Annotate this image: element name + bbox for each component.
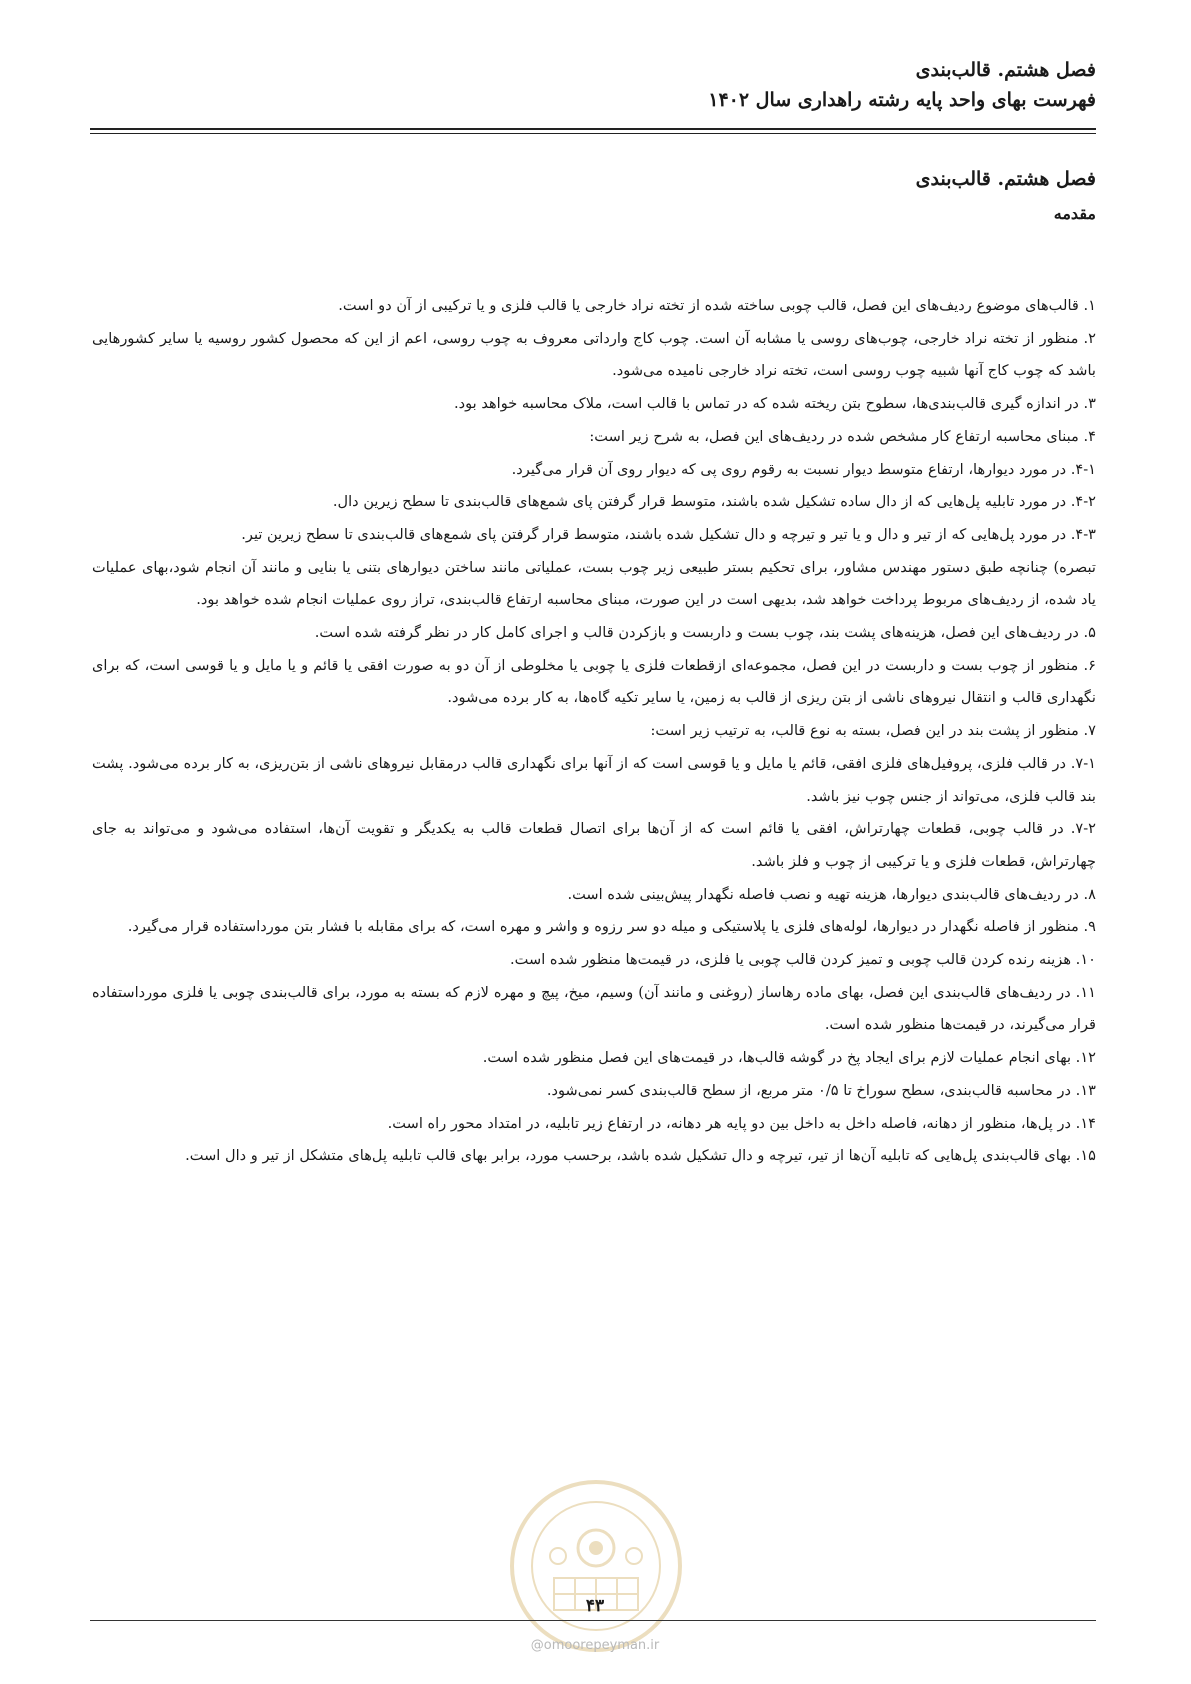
paragraph: ۷-۱. در قالب فلزی، پروفیل‌های فلزی افقی، قائم یا مایل و یا قوسی است که از آنها برای نگهداری قالب درمقابل نیروهای ناشی از بتن‌ریزی، به کار برده می‌شود. پشت بند قالب فلزی، می‌تواند از جنس چوب نیز باشد.	[92, 754, 1096, 805]
paragraph: ۲. منظور از تخته نراد خارجی، چوب‌های روسی یا مشابه آن است. چوب کاج وارداتی معروف به چوب روسی، اعم از این که محصول کشور روسیه یا سایر کشورهایی باشد که چوب کاج آنها شبیه چوب روسی است، تخته نراد خارجی نامیده می‌شود.	[92, 329, 1096, 380]
header-list-line: فهرست بهای واحد پایه رشته راهداری سال ۱۴۰۲	[708, 89, 1096, 111]
paragraph: ۷-۲. در قالب چوبی، قطعات چهارتراش، افقی یا قائم است که از آن‌ها برای اتصال قطعات قالب به یکدیگر و تقویت آن‌ها، استفاده می‌شود و می‌تواند به جای چهارتراش، قطعات فلزی و یا ترکیبی از چوب و فلز باشد.	[92, 820, 1096, 870]
header-rule-thick	[90, 128, 1096, 130]
paragraph: ۴. مبنای محاسبه ارتفاع کار مشخص شده در ردیف‌های این فصل، به شرح زیر است:	[589, 427, 1096, 445]
paragraph: ۱۱. در ردیف‌های قالب‌بندی این فصل، بهای ماده رهاساز (روغنی و مانند آن) وسیم، میخ، پیچ و مهره لازم که بسته به مورد، برای قالب‌بندی چوبی یا فلزی مورداستفاده قرار می‌گیرند، در قیمت‌ها منظور شده است.	[92, 983, 1096, 1034]
paragraph: ۴-۱. در مورد دیوارها، ارتفاع متوسط دیوار نسبت به رقوم روی پی که دیوار روی آن قرار می‌گیرد.	[511, 460, 1096, 478]
paragraph: ۵. در ردیف‌های این فصل، هزینه‌های پشت بند، چوب بست و داربست و بازکردن قالب و اجرای کامل کار در نظر گرفته شده است.	[314, 624, 1096, 642]
chapter-title: فصل هشتم. قالب‌بندی	[915, 168, 1096, 190]
paragraph: ۷. منظور از پشت بند در این فصل، بسته به نوع قالب، به ترتیب زیر است:	[650, 722, 1096, 740]
paragraph: ۱۵. بهای قالب‌بندی پل‌هایی که تابلیه آن‌ها از تیر، تیرچه و دال تشکیل شده باشد، برحسب مورد، برابر بهای قالب تابلیه پل‌های متشکل از تیر و دال است.	[185, 1147, 1096, 1165]
watermark-seal-icon	[508, 1478, 684, 1654]
header-rule-thin	[90, 133, 1096, 134]
paragraph: ۹. منظور از فاصله نگهدار در دیوارها، لوله‌های فلزی یا پلاستیکی و میله دو سر رزوه و واشر و مهره است، که برای مقابله با فشار بتن مورداستفاده قرار می‌گیرد.	[127, 918, 1096, 936]
paragraph: ۴-۳. در مورد پل‌هایی که از تیر و دال و یا تیر و تیرچه و دال تشکیل شده باشند، متوسط قرار گرفتن پای شمع‌های قالب‌بندی تا سطح زیرین تیر.	[241, 525, 1096, 543]
watermark-url: @omoorepeyman.ir	[530, 1638, 660, 1653]
paragraph: ۳. در اندازه گیری قالب‌بندی‌ها، سطوح بتن ریخته شده که در تماس با قالب است، ملاک محاسبه خواهد بود.	[453, 395, 1096, 413]
paragraph: تبصره) چنانچه طبق دستور مهندس مشاور، برای تحکیم بستر طبیعی زیر چوب بست، عملیاتی مانند ساختن دیوارهای بتنی یا بنایی و مانند آن انجام شود،بهای عملیات یاد شده، از ردیف‌های مربوط پرداخت خواهد شد، بدیهی است در این صورت، مبنای محاسبه ارتفاع قالب‌بندی، تراز روی عملیات انجام شده خواهد بود.	[92, 558, 1096, 609]
paragraph: ۱۰. هزینه رنده کردن قالب چوبی و تمیز کردن قالب چوبی یا فلزی، در قیمت‌ها منظور شده است.	[510, 951, 1096, 969]
section-title: مقدمه	[1053, 204, 1096, 223]
footer-rule	[90, 1620, 1096, 1621]
body-text	[92, 290, 1096, 1173]
paragraph: ۸. در ردیف‌های قالب‌بندی دیوارها، هزینه تهیه و نصب فاصله نگهدار پیش‌بینی شده است.	[567, 885, 1096, 903]
paragraph: ۱. قالب‌های موضوع ردیف‌های این فصل، قالب چوبی ساخته شده از تخته نراد خارجی یا قالب فلزی و یا ترکیبی از آن دو است.	[338, 297, 1096, 314]
running-header	[90, 55, 1096, 115]
paragraph: ۱۲. بهای انجام عملیات لازم برای ایجاد پخ در گوشه قالب‌ها، در قیمت‌های این فصل منظور شده است.	[482, 1049, 1096, 1067]
paragraph: ۴-۲. در مورد تابلیه پل‌هایی که از دال ساده تشکیل شده باشند، متوسط قرار گرفتن پای شمع‌های قالب‌بندی تا سطح زیرین دال.	[332, 493, 1096, 511]
paragraph: ۱۳. در محاسبه قالب‌بندی، سطح سوراخ تا ۰/۵ متر مربع، از سطح قالب‌بندی کسر نمی‌شود.	[546, 1081, 1096, 1099]
page-number: ۴۳	[585, 1596, 605, 1616]
paragraph: ۶. منظور از چوب بست و داربست در این فصل، مجموعه‌ای ازقطعات فلزی یا چوبی یا مخلوطی از آن دو به صورت افقی یا قائم و یا مایل و یا قوسی است، که برای نگهداری قالب و انتقال نیروهای ناشی از بتن ریزی از قالب به زمین، یا سایر تکیه گاه‌ها، به کار برده می‌شود.	[92, 656, 1096, 707]
paragraph: ۱۴. در پل‌ها، منظور از دهانه، فاصله داخل به داخل بین دو پایه هر دهانه، در ارتفاع زیر تابلیه، در امتداد محور راه است.	[387, 1114, 1096, 1132]
header-chapter-line: فصل هشتم. قالب‌بندی	[915, 59, 1096, 81]
